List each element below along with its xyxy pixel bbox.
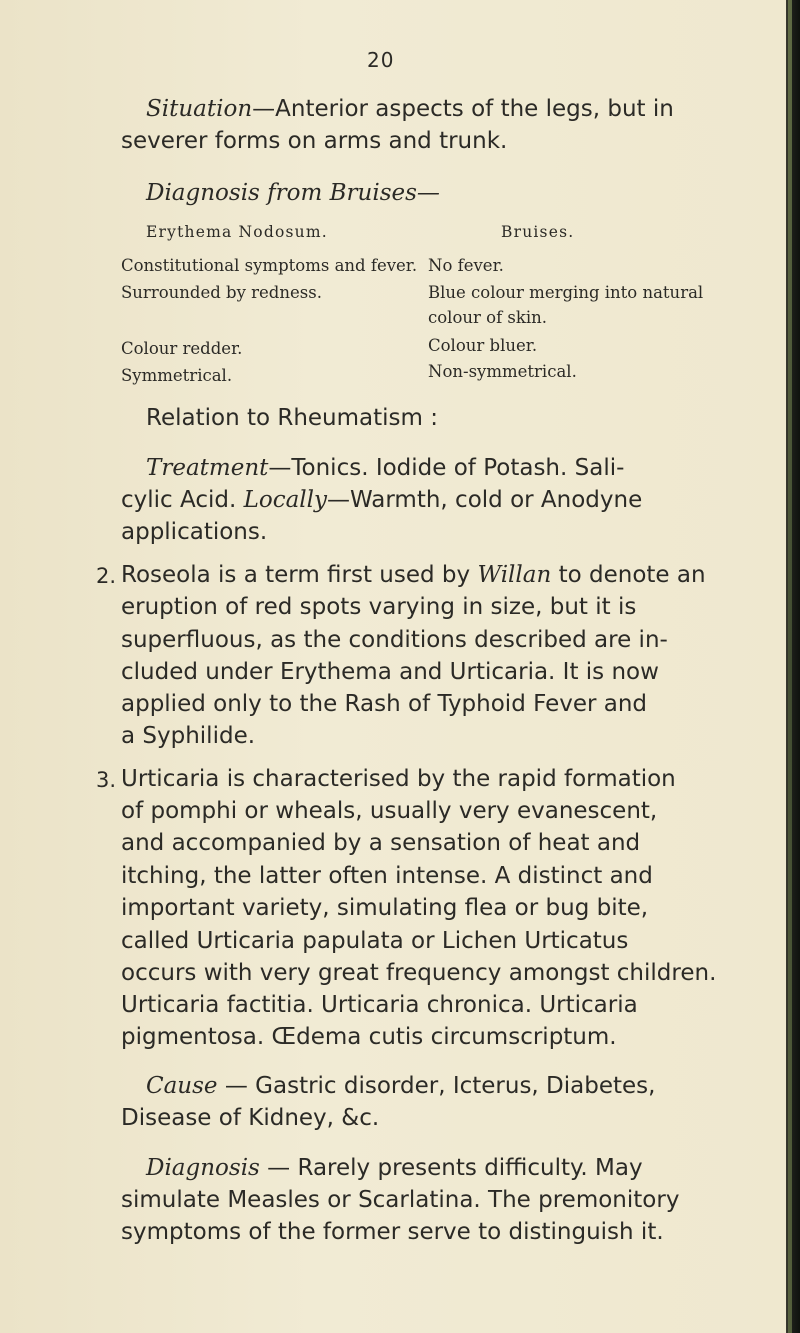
treatment-line-2 <box>121 487 642 513</box>
table-row-4-right: Colour bluer. <box>428 336 538 355</box>
item3-line-3: and accompanied by a sensation of heat and <box>121 830 641 856</box>
situation-line-2: severer forms on arms and trunk. <box>121 128 508 154</box>
treatment-text-2b: —Warmth, cold or Anodyne <box>327 487 643 513</box>
situation-text-1: —Anterior aspects of the legs, but in <box>252 96 674 122</box>
diagnosis-heading: Diagnosis from Bruises— <box>146 180 440 206</box>
relation-heading: Relation to Rheumatism : <box>146 405 438 431</box>
author-name: Willan <box>477 562 552 588</box>
item3-line-6: called Urticaria papulata or Lichen Urticatus <box>121 928 629 954</box>
situation-label: Situation <box>146 96 253 122</box>
table-row-3-right: colour of skin. <box>428 308 548 327</box>
treatment-line-3: applications. <box>121 519 268 545</box>
item2-line-6: a Syphilide. <box>121 723 256 749</box>
item3-line-7: occurs with very great frequency amongst children. <box>121 960 717 986</box>
diagnosis2-line-1 <box>146 1155 643 1181</box>
item3-line-8: Urticaria factitia. Urticaria chronica. Urticaria <box>121 992 638 1018</box>
table-header-bruises: Bruises. <box>501 223 575 241</box>
item2-text-1a: Roseola is a term first used by <box>121 562 478 588</box>
item2-line-2: eruption of red spots varying in size, but it is <box>121 594 637 620</box>
item3-line-5: important variety, simulating flea or bug bite, <box>121 895 649 921</box>
situation-line-1 <box>146 96 674 122</box>
item2-line-3: superfluous, as the conditions described are in- <box>121 627 668 653</box>
item-number-3: 3. <box>96 768 117 792</box>
treatment-line-1 <box>146 455 624 481</box>
locally-label: Locally <box>243 487 328 513</box>
cause-line-2: Disease of Kidney, &c. <box>121 1105 380 1131</box>
item3-line-9: pigmentosa. Œdema cutis circumscriptum. <box>121 1024 617 1050</box>
table-row-1-left: Constitutional symptoms and fever. <box>121 256 418 275</box>
treatment-label: Treatment <box>146 455 269 481</box>
table-row-5-left: Symmetrical. <box>121 366 233 385</box>
item3-line-4: itching, the latter often intense. A distinct and <box>121 863 653 889</box>
item3-line-2: of pomphi or wheals, usually very evanescent, <box>121 798 658 824</box>
diagnosis2-line-3: symptoms of the former serve to distinguish it. <box>121 1219 664 1245</box>
treatment-text-2a: cylic Acid. <box>121 487 244 513</box>
cause-line-1 <box>146 1073 655 1099</box>
table-row-1-right: No fever. <box>428 256 504 275</box>
item2-text-1b: to denote an <box>551 562 706 588</box>
table-row-5-right: Non-symmetrical. <box>428 362 577 381</box>
diagnosis2-label: Diagnosis <box>146 1155 260 1181</box>
table-row-4-left: Colour redder. <box>121 339 243 358</box>
item2-line-1 <box>121 562 706 588</box>
diagnosis2-text-1: — Rarely presents difficulty. May <box>259 1155 643 1181</box>
item-number-2: 2. <box>96 564 117 588</box>
table-row-2-right: Blue colour merging into natural <box>428 283 704 302</box>
page-number: 20 <box>367 48 395 72</box>
item3-line-1: Urticaria is characterised by the rapid formation <box>121 766 676 792</box>
cause-text-1: — Gastric disorder, Icterus, Diabetes, <box>217 1073 656 1099</box>
item2-line-4: cluded under Erythema and Urticaria. It is now <box>121 659 659 685</box>
diagnosis2-line-2: simulate Measles or Scarlatina. The premonitory <box>121 1187 680 1213</box>
item2-line-5: applied only to the Rash of Typhoid Fever and <box>121 691 648 717</box>
page-edge-strip <box>788 0 792 1333</box>
table-row-2-left: Surrounded by redness. <box>121 283 322 302</box>
treatment-text-1: —Tonics. Iodide of Potash. Sali- <box>268 455 625 481</box>
table-header-erythema: Erythema Nodosum. <box>146 223 328 241</box>
cause-label: Cause <box>146 1073 218 1099</box>
